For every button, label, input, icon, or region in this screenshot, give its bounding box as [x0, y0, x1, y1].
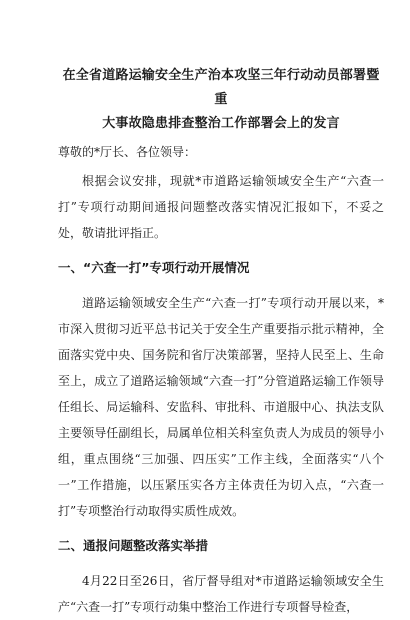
section-2-paragraph: 4月22日至26日，省厅督导组对*市道路运输领域安全生产“六查一打”专项行动集中整治工作进行专项督导检查， — [58, 574, 384, 614]
title-line-2: 大事故隐患排查整治工作部署会上的发言 — [102, 116, 340, 131]
salutation: 尊敬的*厅长、各位领导： — [58, 145, 197, 159]
section-1-paragraph: 道路运输领域安全生产“六查一打”专项行动开展以来，*市深入贯彻习近平总书记关于安全生产重要指示批示精神，全面落实党中央、国务院和省厅决策部署，坚持人民至上、生命至上，成立了道路运输领域“六查一打”分管道路运输工作领导任组长、局运输科、安监科、审批科、市道服中心、执法支队主要领导任副组长，局属单位相关科室负责人为成员的领导小组，重点围绕“三加强、四压实”工作主线，全面落实“八个一”工作措施，以压紧压实各方主体责任为切入点，“六查一打”专项整治行动取得实质性成效。 — [58, 296, 384, 518]
document-title — [58, 64, 384, 136]
section-2-heading: 二、通报问题整改落实举措 — [58, 538, 209, 553]
title-line-1: 在全省道路运输安全生产治本攻坚三年行动动员部署暨重 — [62, 68, 380, 107]
section-1-heading: 一、“六查一打”专项行动开展情况 — [58, 260, 250, 275]
intro-paragraph: 根据会议安排，现就*市道路运输领域安全生产“六查一打”专项行动期间通报问题整改落实情况汇报如下，不妥之处，敬请批评指正。 — [58, 174, 384, 240]
